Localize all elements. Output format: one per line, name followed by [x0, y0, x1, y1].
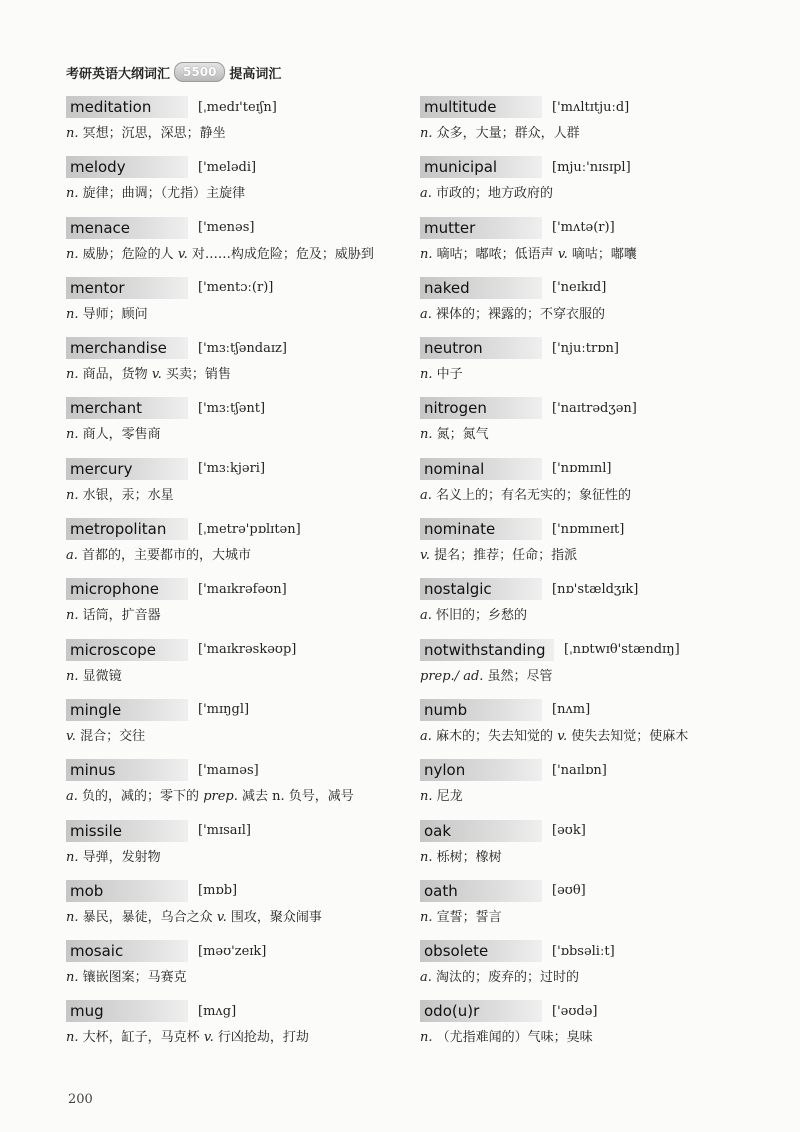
- meaning: 负的，减的；零下的: [82, 789, 200, 805]
- meaning: 话筒，扩音器: [82, 608, 161, 624]
- definition: [66, 787, 406, 807]
- entry-headrow: [66, 518, 406, 540]
- meaning: 使失去知觉；使麻木: [571, 728, 689, 744]
- headword: microscope: [66, 639, 188, 661]
- phonetic: ['mɪŋgl]: [198, 702, 250, 718]
- definition: [66, 908, 406, 928]
- definition: [420, 908, 760, 928]
- vocab-entry: [420, 820, 760, 880]
- definition: [66, 968, 406, 988]
- headword: mug: [66, 1000, 188, 1022]
- headword: merchandise: [66, 337, 188, 359]
- part-of-speech: v.: [420, 548, 430, 564]
- entry-headrow: [66, 1000, 406, 1022]
- headword: mosaic: [66, 940, 188, 962]
- entry-headrow: [420, 217, 760, 239]
- phonetic: [ˌmedɪ'teɪʃn]: [198, 99, 277, 115]
- part-of-speech: a.: [66, 548, 78, 564]
- phonetic: [ˌnɒtwɪθ'stændɪŋ]: [564, 642, 680, 658]
- headword: minus: [66, 759, 188, 781]
- vocab-entry: [420, 1000, 760, 1060]
- vocab-entry: [420, 217, 760, 277]
- definition: [66, 245, 406, 265]
- definition: [66, 425, 406, 445]
- meaning: 导师；顾问: [82, 306, 148, 322]
- vocab-entry: [420, 699, 760, 759]
- part-of-speech: a.: [66, 789, 78, 805]
- definition: [420, 546, 760, 566]
- entry-headrow: [66, 940, 406, 962]
- part-of-speech: n.: [66, 306, 79, 322]
- headword: merchant: [66, 397, 188, 419]
- part-of-speech: prep.: [203, 789, 238, 805]
- part-of-speech: n.: [420, 126, 433, 141]
- phonetic: ['naɪlɒn]: [552, 762, 607, 778]
- headword: multitude: [420, 96, 542, 118]
- headword: municipal: [420, 156, 542, 178]
- meaning: 淘汰的；废弃的；过时的: [436, 970, 580, 986]
- entry-headrow: [66, 639, 406, 661]
- vocab-entry: [66, 277, 406, 337]
- phonetic: [əʊk]: [552, 823, 586, 839]
- vocab-entry: [420, 156, 760, 216]
- part-of-speech: v.: [66, 728, 76, 744]
- meaning: 冥想；沉思，深思；静坐: [82, 126, 226, 141]
- vocab-entry: [66, 578, 406, 638]
- vocab-entry: [420, 759, 760, 819]
- phonetic: ['mentɔː(r)]: [198, 280, 274, 296]
- part-of-speech: n.: [420, 849, 433, 865]
- headword: nominal: [420, 458, 542, 480]
- header-title: 考研英语大纲词汇: [66, 66, 171, 82]
- part-of-speech: n.: [420, 909, 433, 925]
- definition: [420, 727, 760, 747]
- meaning: 导弹，发射物: [82, 849, 161, 865]
- definition: [420, 305, 760, 325]
- phonetic: ['mʌtə(r)]: [552, 220, 615, 236]
- headword: notwithstanding: [420, 639, 554, 661]
- definition: [66, 305, 406, 325]
- definition: [66, 667, 406, 687]
- meaning: 嘀咕；嘟囔: [571, 246, 637, 262]
- phonetic: [nʌm]: [552, 702, 591, 718]
- vocab-entry: [66, 397, 406, 457]
- headword: nylon: [420, 759, 542, 781]
- meaning: 买卖；销售: [165, 367, 231, 383]
- meaning: 市政的；地方政府的: [436, 186, 554, 202]
- part-of-speech: v.: [177, 246, 188, 262]
- phonetic: ['nɒmɪnl]: [552, 461, 612, 477]
- headword: numb: [420, 699, 542, 721]
- vocab-entry: [66, 940, 406, 1000]
- part-of-speech: v.: [151, 367, 162, 383]
- word-count-badge: 5500: [174, 62, 225, 82]
- meaning: （尤指难闻的）气味；臭味: [436, 1030, 593, 1046]
- part-of-speech: a.: [420, 970, 432, 986]
- entry-headrow: [66, 699, 406, 721]
- phonetic: [mʌg]: [198, 1003, 237, 1019]
- part-of-speech: n.: [420, 246, 433, 262]
- phonetic: ['nɒmɪneɪt]: [552, 521, 625, 537]
- phonetic: ['melədi]: [198, 159, 257, 175]
- part-of-speech: a.: [420, 306, 432, 322]
- vocab-entry: [66, 639, 406, 699]
- meaning: 商品，货物: [82, 367, 148, 383]
- entry-headrow: [420, 337, 760, 359]
- part-of-speech: n.: [66, 668, 79, 684]
- phonetic: ['njuːtrɒn]: [552, 340, 620, 356]
- vocab-entry: [66, 820, 406, 880]
- definition: [66, 184, 406, 204]
- meaning: 旋律；曲调；（尤指）主旋律: [82, 186, 246, 202]
- phonetic: [nɒ'stældʒɪk]: [552, 581, 639, 597]
- definition: [66, 546, 406, 566]
- headword: nostalgic: [420, 578, 542, 600]
- meaning: 混合；交往: [80, 728, 146, 744]
- entry-headrow: [420, 699, 760, 721]
- meaning: 暴民，暴徒，乌合之众: [82, 909, 213, 925]
- definition: [420, 667, 760, 687]
- part-of-speech: n.: [420, 789, 433, 805]
- headword: meditation: [66, 96, 188, 118]
- part-of-speech: n.: [420, 1030, 433, 1046]
- part-of-speech: n.: [66, 186, 79, 202]
- headword: mercury: [66, 458, 188, 480]
- entry-headrow: [420, 820, 760, 842]
- headword: microphone: [66, 578, 188, 600]
- phonetic: [ˌmetrə'pɒlɪtən]: [198, 521, 301, 537]
- phonetic: ['mɜːtʃənt]: [198, 400, 266, 416]
- vocab-entry: [66, 96, 406, 156]
- headword: nominate: [420, 518, 542, 540]
- vocab-entry: [420, 578, 760, 638]
- part-of-speech: n.: [66, 246, 79, 262]
- vocab-entry: [420, 337, 760, 397]
- phonetic: ['neɪkɪd]: [552, 280, 607, 296]
- entry-headrow: [66, 337, 406, 359]
- entry-headrow: [420, 397, 760, 419]
- part-of-speech: n.: [66, 1030, 79, 1046]
- vocab-entry: [420, 518, 760, 578]
- definition: [420, 124, 760, 144]
- meaning: 嘀咕；嘟哝；低语声: [436, 246, 554, 262]
- definition: [66, 124, 406, 144]
- phonetic: ['naɪtrədʒən]: [552, 400, 637, 416]
- definition: [420, 486, 760, 506]
- definition: [66, 365, 406, 385]
- headword: neutron: [420, 337, 542, 359]
- entry-headrow: [420, 96, 760, 118]
- phonetic: ['maɪkrəfəʊn]: [198, 581, 287, 597]
- definition: [420, 425, 760, 445]
- part-of-speech: v.: [557, 246, 568, 262]
- entry-headrow: [66, 578, 406, 600]
- definition: [420, 184, 760, 204]
- page-number: 200: [68, 1092, 93, 1107]
- part-of-speech: a.: [420, 186, 432, 202]
- part-of-speech: n.: [66, 849, 79, 865]
- meaning: 威胁；危险的人: [82, 246, 174, 262]
- entry-headrow: [66, 397, 406, 419]
- phonetic: [əʊθ]: [552, 883, 586, 899]
- part-of-speech: v.: [557, 728, 568, 744]
- vocab-entry: [66, 337, 406, 397]
- vocab-entry: [66, 156, 406, 216]
- part-of-speech: n.: [66, 427, 79, 443]
- entry-headrow: [420, 277, 760, 299]
- phonetic: ['mɜːtʃəndaɪz]: [198, 340, 287, 356]
- definition: [66, 727, 406, 747]
- meaning: 怀旧的；乡愁的: [436, 608, 528, 624]
- headword: mob: [66, 880, 188, 902]
- definition: [420, 365, 760, 385]
- headword: oak: [420, 820, 542, 842]
- headword: obsolete: [420, 940, 542, 962]
- entry-headrow: [66, 156, 406, 178]
- entry-headrow: [420, 639, 760, 661]
- entry-headrow: [66, 880, 406, 902]
- running-header: [66, 60, 281, 84]
- headword: mingle: [66, 699, 188, 721]
- part-of-speech: v.: [203, 1030, 214, 1046]
- headword: odo(u)r: [420, 1000, 542, 1022]
- vocab-entry: [66, 458, 406, 518]
- headword: oath: [420, 880, 542, 902]
- vocab-entry: [420, 277, 760, 337]
- meaning: 众多，大量；群众，人群: [436, 126, 580, 141]
- definition: [420, 245, 760, 265]
- meaning: 宣誓；誓言: [436, 909, 502, 925]
- phonetic: ['maɪkrəskəʊp]: [198, 642, 297, 658]
- meaning: 大杯，缸子，马克杯: [82, 1030, 200, 1046]
- entry-headrow: [420, 458, 760, 480]
- part-of-speech: n.: [66, 970, 79, 986]
- phonetic: [mɒb]: [198, 883, 238, 899]
- meaning: 减去 n. 负号，减号: [242, 789, 354, 805]
- meaning: 镶嵌图案；马赛克: [82, 970, 187, 986]
- headword: naked: [420, 277, 542, 299]
- vocab-entry: [66, 880, 406, 940]
- entry-headrow: [420, 156, 760, 178]
- definition: [66, 606, 406, 626]
- part-of-speech: n.: [420, 367, 433, 383]
- headword: mutter: [420, 217, 542, 239]
- headword: melody: [66, 156, 188, 178]
- phonetic: ['maɪnəs]: [198, 762, 259, 778]
- entry-headrow: [420, 940, 760, 962]
- part-of-speech: n.: [66, 909, 79, 925]
- headword: mentor: [66, 277, 188, 299]
- meaning: 尼龙: [436, 789, 463, 805]
- phonetic: ['ɒbsəliːt]: [552, 943, 615, 959]
- entry-headrow: [420, 759, 760, 781]
- part-of-speech: n.: [66, 608, 79, 624]
- meaning: 虽然；尽管: [487, 668, 553, 684]
- part-of-speech: n.: [66, 367, 79, 383]
- phonetic: [məʊ'zeɪk]: [198, 943, 267, 959]
- phonetic: ['mɪsaɪl]: [198, 823, 251, 839]
- entry-headrow: [66, 96, 406, 118]
- vocab-entry: [420, 940, 760, 1000]
- vocab-entry: [420, 880, 760, 940]
- definition: [66, 1028, 406, 1048]
- vocab-entry: [66, 518, 406, 578]
- entry-headrow: [420, 518, 760, 540]
- entry-headrow: [420, 578, 760, 600]
- definition: [420, 848, 760, 868]
- part-of-speech: a.: [420, 487, 432, 503]
- vocab-entry: [66, 699, 406, 759]
- part-of-speech: n.: [66, 487, 79, 503]
- entry-headrow: [66, 217, 406, 239]
- vocab-entry: [66, 759, 406, 819]
- meaning: 提名；推荐；任命；指派: [434, 548, 578, 564]
- vocab-entry: [66, 217, 406, 277]
- meaning: 麻木的；失去知觉的: [436, 728, 554, 744]
- right-column: [420, 96, 760, 1061]
- entry-headrow: [66, 277, 406, 299]
- meaning: 围攻，聚众闹事: [230, 909, 322, 925]
- meaning: 氮；氮气: [436, 427, 489, 443]
- part-of-speech: n.: [66, 126, 79, 141]
- meaning: 名义上的；有名无实的；象征性的: [436, 487, 632, 503]
- headword: nitrogen: [420, 397, 542, 419]
- definition: [420, 606, 760, 626]
- entry-headrow: [66, 820, 406, 842]
- vocab-entry: [420, 639, 760, 699]
- headword: menace: [66, 217, 188, 239]
- entry-headrow: [420, 1000, 760, 1022]
- phonetic: ['əʊdə]: [552, 1003, 598, 1019]
- meaning: 商人，零售商: [82, 427, 161, 443]
- definition: [66, 848, 406, 868]
- phonetic: ['mɜːkjəri]: [198, 461, 266, 477]
- definition: [420, 968, 760, 988]
- meaning: 栎树；橡树: [436, 849, 502, 865]
- meaning: 对……构成危险；危及；威胁到: [191, 246, 374, 262]
- definition: [420, 787, 760, 807]
- part-of-speech: v.: [216, 909, 227, 925]
- entry-headrow: [420, 880, 760, 902]
- meaning: 中子: [436, 367, 463, 383]
- meaning: 显微镜: [82, 668, 122, 684]
- part-of-speech: a.: [420, 728, 432, 744]
- headword: missile: [66, 820, 188, 842]
- left-column: [66, 96, 406, 1061]
- phonetic: ['mʌltɪtjuːd]: [552, 99, 630, 115]
- meaning: 水银，汞；水星: [82, 487, 174, 503]
- part-of-speech: a.: [420, 608, 432, 624]
- part-of-speech: prep./ ad.: [420, 668, 484, 684]
- definition: [66, 486, 406, 506]
- vocab-entry: [420, 397, 760, 457]
- meaning: 行凶抢劫，打劫: [217, 1030, 309, 1046]
- vocab-entry: [66, 1000, 406, 1060]
- definition: [420, 1028, 760, 1048]
- header-subtitle: 提高词汇: [229, 66, 282, 82]
- phonetic: [mjuː'nɪsɪpl]: [552, 159, 631, 175]
- part-of-speech: n.: [420, 427, 433, 443]
- vocab-entry: [420, 458, 760, 518]
- headword: metropolitan: [66, 518, 188, 540]
- meaning: 裸体的；裸露的；不穿衣服的: [436, 306, 606, 322]
- entry-headrow: [66, 458, 406, 480]
- vocab-entry: [420, 96, 760, 156]
- entry-headrow: [66, 759, 406, 781]
- phonetic: ['menəs]: [198, 220, 255, 236]
- meaning: 首都的，主要都市的，大城市: [82, 548, 252, 564]
